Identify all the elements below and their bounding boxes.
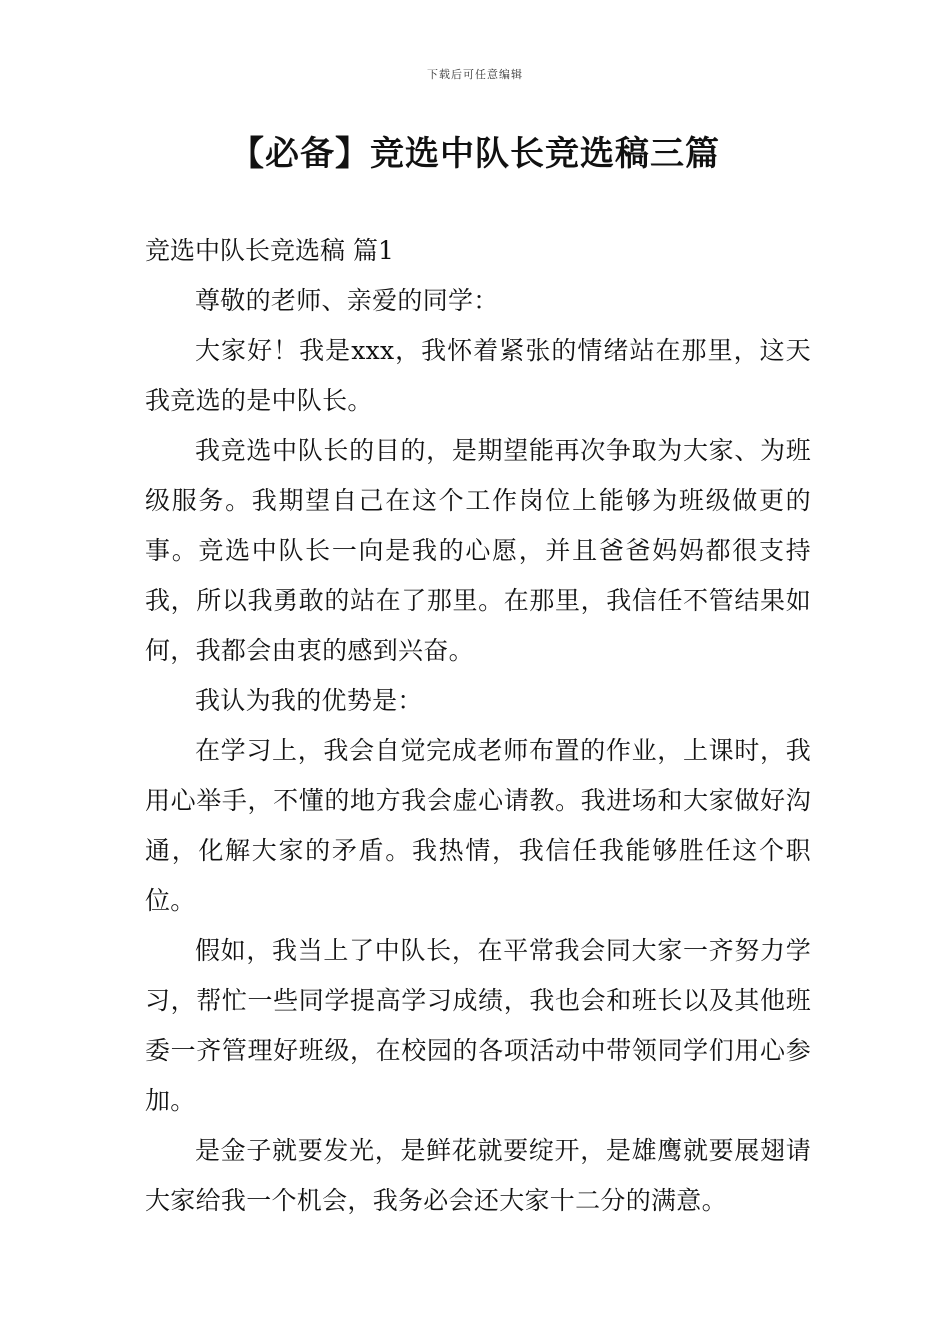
intro-paragraph: 大家好！我是xxx，我怀着紧张的情绪站在那里，这天我竞选的是中队长。 — [145, 336, 811, 415]
document-body — [145, 226, 811, 1226]
document-title: 【必备】竞选中队长竞选稿三篇 — [230, 134, 720, 174]
greeting-paragraph: 尊敬的老师、亲爱的同学： — [195, 286, 499, 315]
closing-paragraph: 是金子就要发光，是鲜花就要绽开，是雄鹰就要展翅请大家给我一个机会，我务必会还大家十二分的满意。 — [145, 1136, 811, 1215]
advantages-heading-paragraph: 我认为我的优势是： — [195, 686, 423, 715]
section-heading: 竞选中队长竞选稿 篇1 — [145, 236, 394, 265]
plan-paragraph: 假如，我当上了中队长，在平常我会同大家一齐努力学习，帮忙一些同学提高学习成绩，我也会和班长以及其他班委一齐管理好班级，在校园的各项活动中带领同学们用心参加。 — [145, 936, 811, 1115]
study-paragraph: 在学习上，我会自觉完成老师布置的作业，上课时，我用心举手，不懂的地方我会虚心请教。我进场和大家做好沟通，化解大家的矛盾。我热情，我信任我能够胜任这个职位。 — [145, 736, 811, 915]
header-note: 下载后可任意编辑 — [427, 68, 523, 81]
purpose-paragraph: 我竞选中队长的目的，是期望能再次争取为大家、为班级服务。我期望自己在这个工作岗位上能够为班级做更的事。竞选中队长一向是我的心愿，并且爸爸妈妈都很支持我，所以我勇敢的站在了那里。在那里，我信任不管结果如何，我都会由衷的感到兴奋。 — [145, 436, 811, 665]
